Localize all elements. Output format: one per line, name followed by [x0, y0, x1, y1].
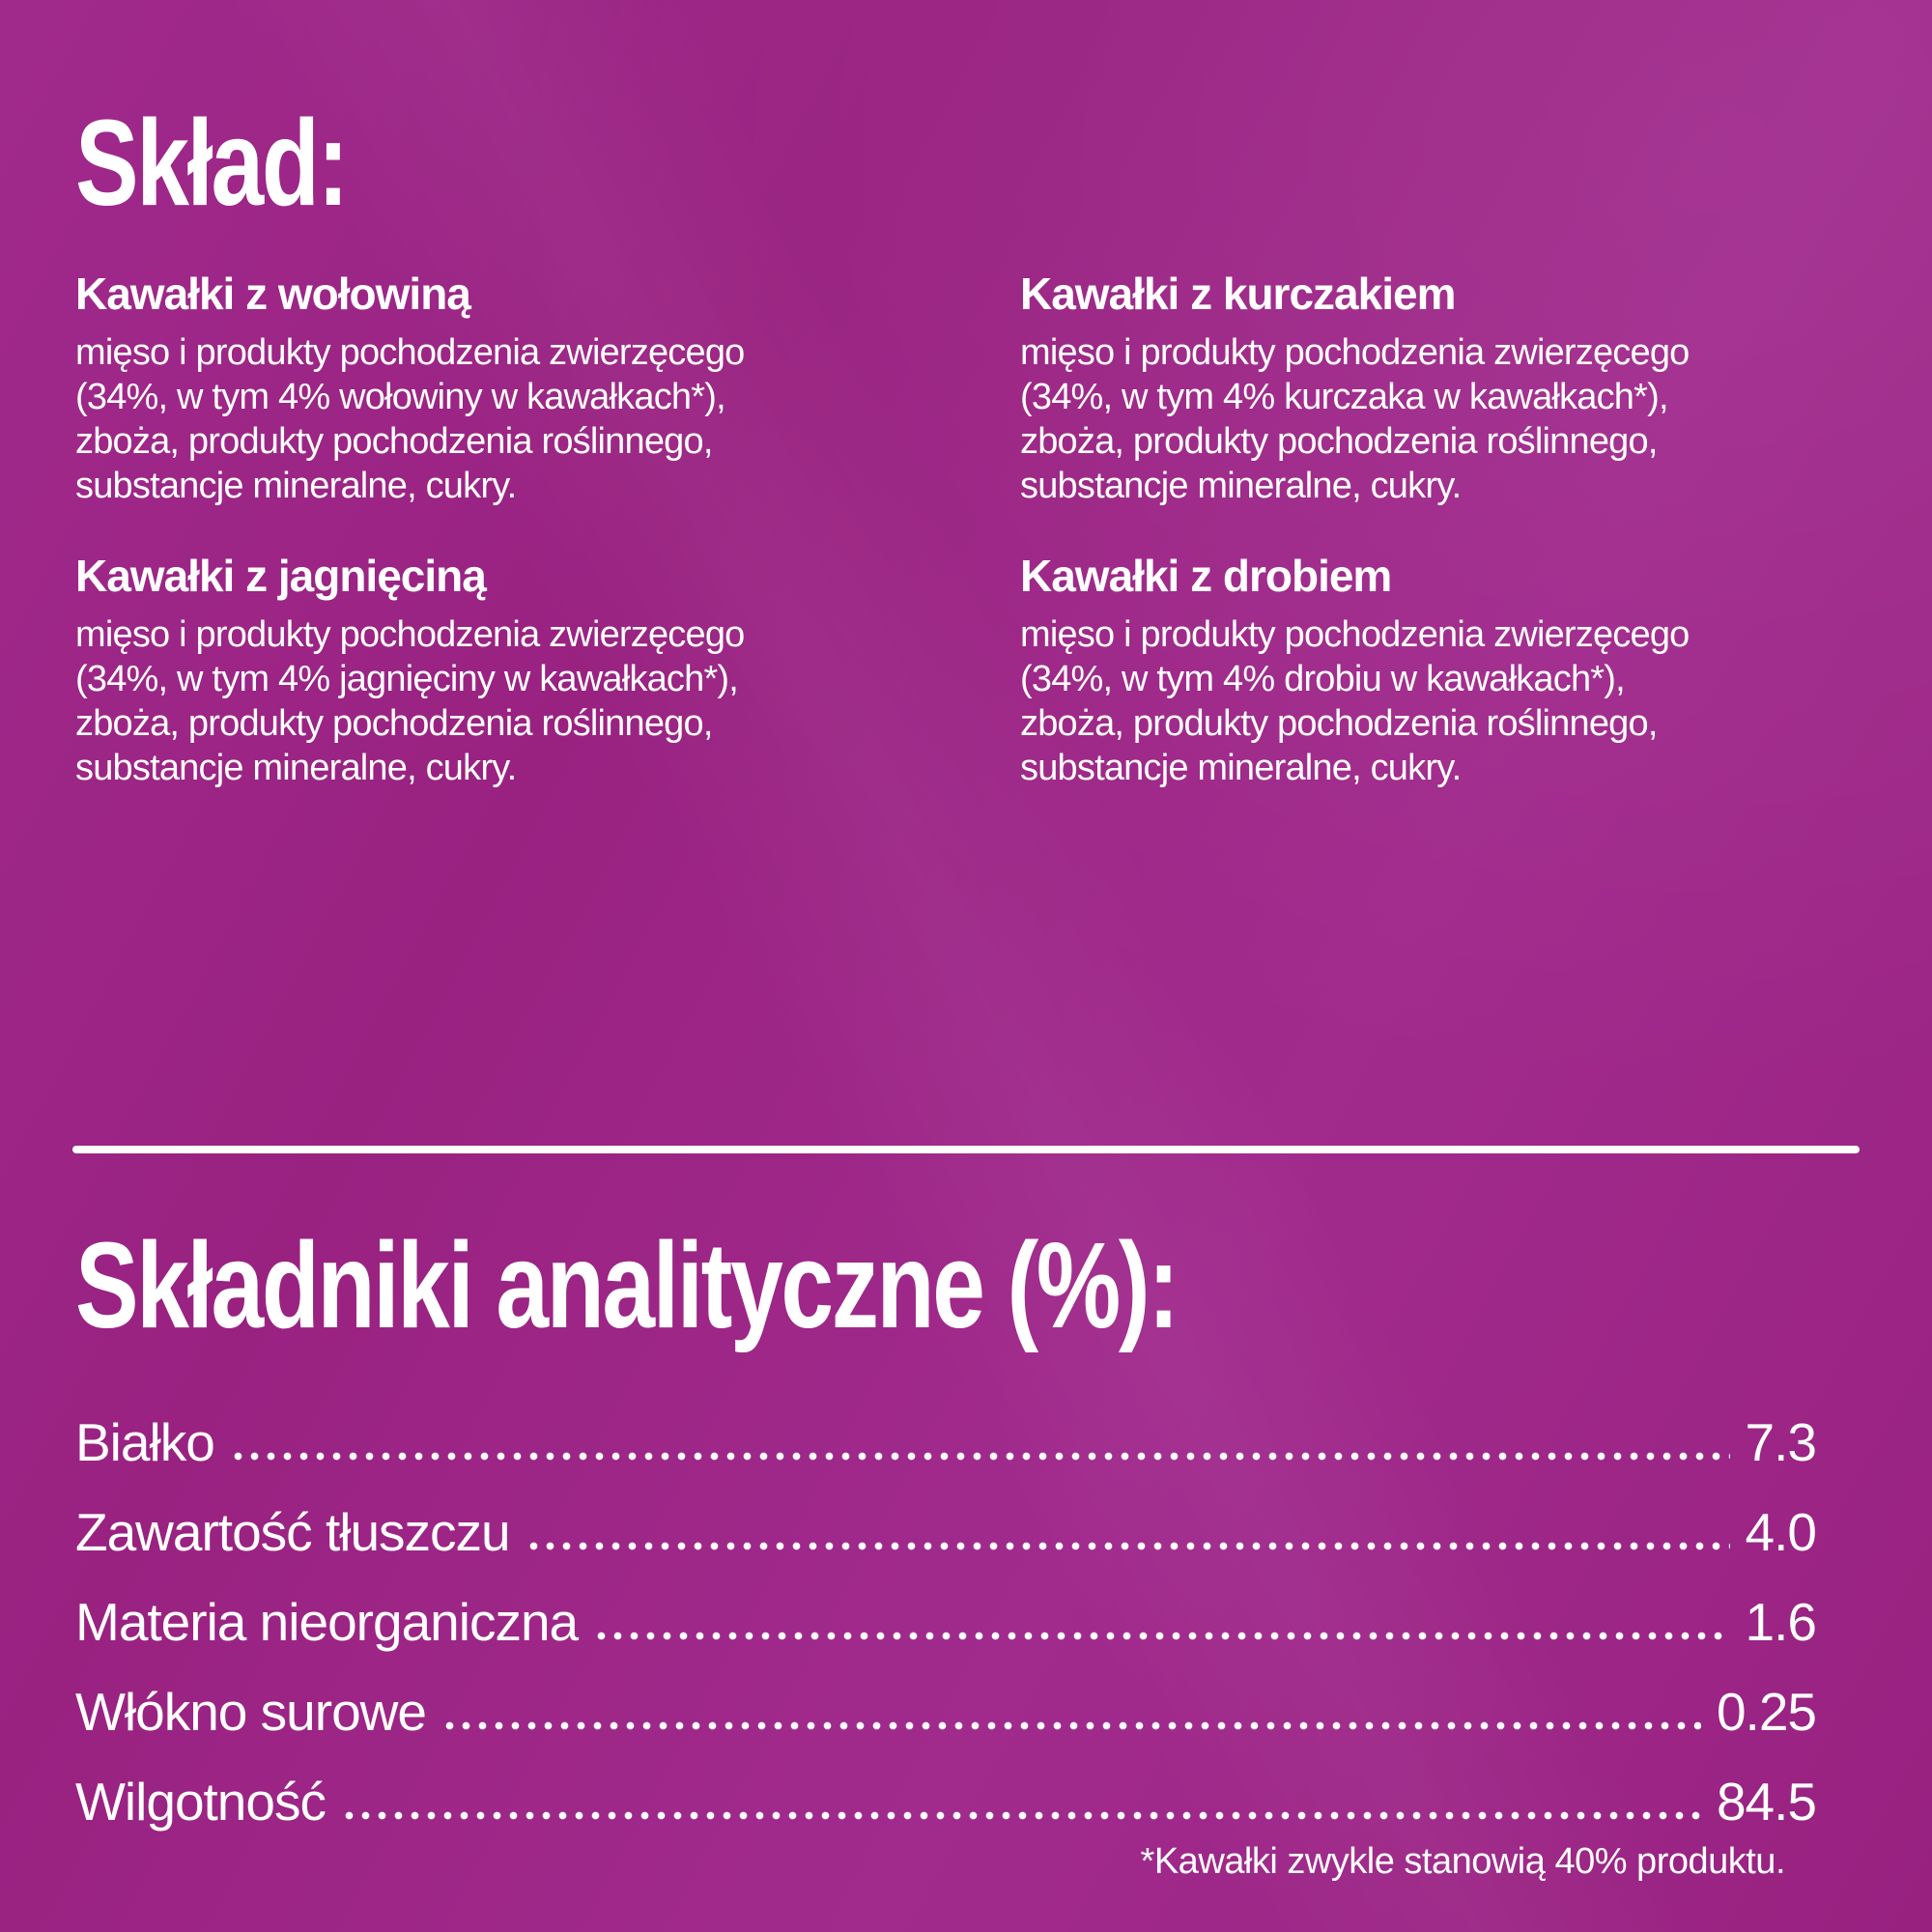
row-value: 0.25	[1716, 1682, 1816, 1742]
ingredient-text-line: zboża, produkty pochodzenia roślinnego,	[75, 703, 713, 744]
row-label: Białko	[75, 1412, 214, 1472]
analytical-row-crude-fibre	[75, 1667, 1816, 1757]
analytical-row-inorganic-matter	[75, 1577, 1816, 1667]
analytical-row-protein	[75, 1398, 1816, 1488]
ingredient-block-poultry	[1020, 549, 1889, 790]
ingredient-heading: Kawałki z jagnięciną	[75, 551, 486, 601]
row-label: Wilgotność	[75, 1772, 326, 1832]
row-value: 7.3	[1745, 1412, 1816, 1472]
dot-leader	[441, 1721, 1701, 1730]
ingredient-text-line: mięso i produkty pochodzenia zwierzęcego	[75, 614, 745, 655]
ingredient-text-line: mięso i produkty pochodzenia zwierzęcego	[1020, 332, 1690, 373]
ingredient-text-line: mięso i produkty pochodzenia zwierzęcego	[1020, 614, 1690, 655]
ingredient-text-line: (34%, w tym 4% wołowiny w kawałkach*),	[75, 377, 725, 417]
row-value: 84.5	[1716, 1772, 1816, 1832]
analytical-row-fat	[75, 1488, 1816, 1577]
ingredient-block-chicken	[1020, 267, 1889, 508]
ingredient-block-beef	[75, 267, 945, 508]
ingredient-heading: Kawałki z kurczakiem	[1020, 269, 1456, 319]
dot-leader	[341, 1811, 1701, 1820]
row-value: 1.6	[1745, 1592, 1816, 1652]
analytical-row-moisture	[75, 1757, 1816, 1847]
ingredient-text-line: substancje mineralne, cukry.	[1020, 748, 1462, 788]
row-label: Włókno surowe	[75, 1682, 426, 1742]
ingredient-text-line: substancje mineralne, cukry.	[75, 748, 517, 788]
ingredient-heading: Kawałki z drobiem	[1020, 551, 1392, 601]
row-label: Materia nieorganiczna	[75, 1592, 579, 1652]
composition-title: Skład:	[75, 95, 347, 231]
ingredient-text-line: zboża, produkty pochodzenia roślinnego,	[75, 421, 713, 462]
row-label: Zawartość tłuszczu	[75, 1502, 510, 1562]
ingredient-text-line: (34%, w tym 4% kurczaka w kawałkach*),	[1020, 377, 1668, 417]
row-value: 4.0	[1745, 1502, 1816, 1562]
ingredient-text-line: substancje mineralne, cukry.	[1020, 466, 1462, 506]
section-divider	[72, 1146, 1860, 1153]
dot-leader	[593, 1632, 1729, 1640]
dot-leader	[230, 1452, 1730, 1461]
ingredient-text-line: mięso i produkty pochodzenia zwierzęcego	[75, 332, 745, 373]
ingredient-text-line: (34%, w tym 4% drobiu w kawałkach*),	[1020, 659, 1625, 699]
chunks-footnote: *Kawałki zwykle stanowią 40% produktu.	[1140, 1841, 1785, 1882]
ingredient-heading: Kawałki z wołowiną	[75, 269, 470, 319]
ingredient-text-line: zboża, produkty pochodzenia roślinnego,	[1020, 421, 1658, 462]
analytical-heading: Składniki analityczne (%):	[75, 1217, 1178, 1353]
ingredient-text-line: zboża, produkty pochodzenia roślinnego,	[1020, 703, 1658, 744]
ingredient-text-line: substancje mineralne, cukry.	[75, 466, 517, 506]
ingredient-text-line: (34%, w tym 4% jagnięciny w kawałkach*),	[75, 659, 739, 699]
ingredient-block-lamb	[75, 549, 945, 790]
analytical-table	[75, 1398, 1816, 1847]
dot-leader	[526, 1542, 1730, 1550]
